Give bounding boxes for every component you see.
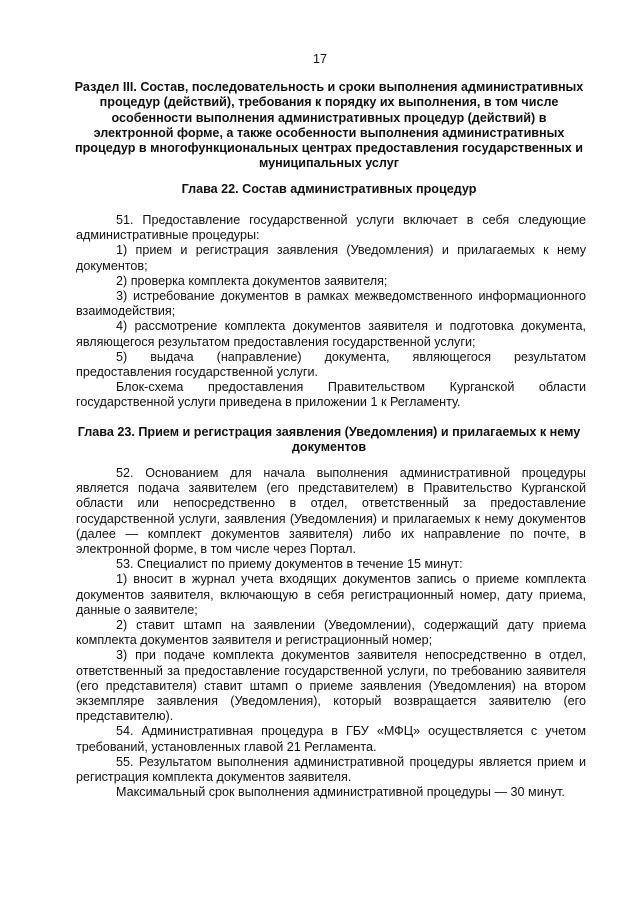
- list-item: 5) выдача (направление) документа, являющегося результатом предоставления государственной услуги.: [76, 349, 586, 380]
- paragraph: 52. Основанием для начала выполнения административной процедуры является подача заявителем (его представителем) в Правительство Курганской области или непосредственно в отдел, ответственный за предоставление государственной услуги, заявления (Уведомления) и прилагаемых к нему документов (далее — комплект документов заявителя) либо их направление по почте, в электронной форме, в том числе через Портал.: [76, 466, 586, 557]
- list-item: 3) при подаче комплекта документов заявителя непосредственно в отдел, ответственный за предоставление государственной услуги, по требованию заявителя (его представителя) ставит штамп о приеме заявления (Уведомления) на втором экземпляре заявления (Уведомления), который возвращается заявителю (его представителю).: [76, 648, 586, 724]
- chapter-23-body: [76, 466, 586, 800]
- section-title: Раздел III. Состав, последовательность и сроки выполнения административных процедур (действий), требования к порядку их выполнения, в том числе особенности выполнения административных процедур (действий) в электронной форме, а также особенности выполнения административных процедур в многофункциональных центрах предоставления государственных и муниципальных услуг: [74, 80, 584, 171]
- list-item: 2) ставит штамп на заявлении (Уведомлении), содержащий дату приема комплекта документов заявителя и регистрационный номер;: [76, 618, 586, 648]
- list-item: 1) прием и регистрация заявления (Уведомления) и прилагаемых к нему документов;: [76, 243, 586, 273]
- paragraph: 53. Специалист по приему документов в течение 15 минут:: [116, 557, 463, 572]
- paragraph: Максимальный срок выполнения административной процедуры — 30 минут.: [116, 785, 565, 800]
- list-item: 3) истребование документов в рамках межведомственного информационного взаимодействия;: [76, 289, 586, 319]
- paragraph: 55. Результатом выполнения административной процедуры является прием и регистрация комплекта документов заявителя.: [76, 754, 586, 785]
- chapter-22-title: Глава 22. Состав административных процедур: [181, 182, 477, 196]
- list-item: 4) рассмотрение комплекта документов заявителя и подготовка документа, являющегося результатом предоставления государственной услуги;: [76, 319, 586, 349]
- paragraph: Блок-схема предоставления Правительством Курганской области государственной услуги приведена в приложении 1 к Регламенту.: [76, 380, 586, 410]
- list-item: 1) вносит в журнал учета входящих документов запись о приеме комплекта документов заявителя, включающую в себя регистрационный номер, дату приема, данные о заявителе;: [76, 572, 586, 617]
- paragraph: 51. Предоставление государственной услуги включает в себя следующие административные процедуры:: [76, 213, 586, 243]
- list-item: 2) проверка комплекта документов заявителя;: [116, 273, 388, 288]
- chapter-22-body: [76, 213, 586, 411]
- chapter-23-title: Глава 23. Прием и регистрация заявления (Уведомления) и прилагаемых к нему документов: [77, 425, 581, 455]
- page-number: 17: [313, 52, 327, 66]
- paragraph: 54. Административная процедура в ГБУ «МФЦ» осуществляется с учетом требований, установленных главой 21 Регламента.: [76, 724, 586, 754]
